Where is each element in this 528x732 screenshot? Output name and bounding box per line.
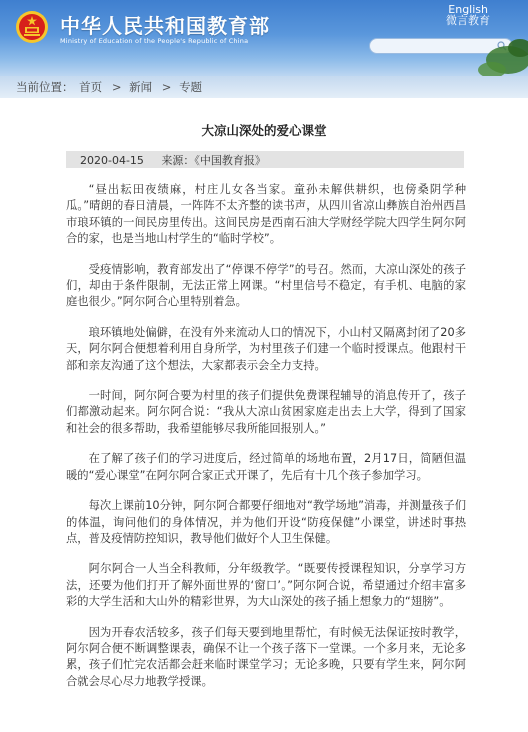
site-title[interactable]: 中华人民共和国教育部	[60, 14, 270, 38]
site-subtitle: Ministry of Education of the People's Republic of China	[60, 37, 249, 45]
english-link[interactable]: English	[448, 3, 488, 16]
breadcrumb-news[interactable]: 新闻	[129, 80, 153, 94]
national-emblem-icon[interactable]	[15, 10, 49, 44]
article-paragraph: 受疫情影响，教育部发出了“停课不停学”的号召。然而，大凉山深处的孩子们，却由于条件限制，无法正常上网课。“村里信号不稳定，有手机、电脑的家庭也很少。”阿尔阿合心里特别着急。	[66, 262, 466, 309]
article-paragraph: “昼出耘田夜绩麻，村庄儿女各当家。童孙未解供耕织，也傍桑阴学种瓜。”晴朗的春日清晨，一阵阵不太齐整的读书声，从四川省凉山彝族自治州西昌市琅环镇的一间民房里传出。这间民房是西南石油大学财经学院大四学生阿尔阿合的家，也是当地山村学生的“临时学校”。	[66, 183, 466, 246]
breadcrumb-topic[interactable]: 专题	[179, 80, 203, 94]
breadcrumb-home[interactable]: 首页	[79, 80, 103, 94]
breadcrumb-separator: >	[161, 80, 172, 94]
breadcrumb	[0, 76, 528, 98]
breadcrumb-label: 当前位置：	[16, 80, 74, 94]
site-header	[0, 0, 528, 76]
article-source: 来源：《中国教育报》	[161, 154, 266, 167]
article-title: 大凉山深处的爱心课堂	[201, 123, 327, 138]
weibo-link[interactable]: 微言教育	[446, 14, 490, 27]
article-paragraph: 因为开春农活较多，孩子们每天要到地里帮忙，有时候无法保证按时教学，阿尔阿合便不断调整课表，确保不让一个孩子落下一堂课。一个多月来，无论多累，孩子们忙完农活都会赶来临时课堂学习；无论多晚，只要有学生来，阿尔阿合就会尽心尽力地教学授课。	[66, 625, 466, 688]
article-paragraph: 每次上课前10分钟，阿尔阿合都要仔细地对“教学场地”消毒，并测量孩子们的体温，询问他们的身体情况，并为他们开设“防疫保健”小课堂，讲述时事热点，普及疫情防控知识，教导他们做好个人卫生保健。	[66, 499, 466, 545]
leaf-decoration-icon	[448, 30, 528, 76]
breadcrumb-separator: >	[111, 80, 122, 94]
article-meta	[66, 151, 464, 168]
article-body	[66, 182, 466, 704]
article-paragraph: 一时间，阿尔阿合要为村里的孩子们提供免费课程辅导的消息传开了，孩子们都激动起来。阿尔阿合说：“我从大凉山贫困家庭走出去上大学，得到了国家和社会的很多帮助，我希望能够尽我所能回报别人。”	[66, 389, 466, 435]
article-paragraph: 琅环镇地处偏僻，在没有外来流动人口的情况下，小山村又隔离封闭了20多天，阿尔阿合便想着利用自身所学，为村里孩子们建一个临时授课点。他跟村干部和亲友沟通了这个想法，大家都表示会全力支持。	[66, 325, 466, 372]
article-date: 2020-04-15	[80, 154, 144, 167]
article-paragraph: 阿尔阿合一人当全科教师，分年级教学。“既要传授课程知识，分享学习方法，还要为他们打开了解外面世界的‘窗口’。”阿尔阿合说，希望通过介绍丰富多彩的大学生活和大山外的精彩世界，为大山深处的孩子插上想象力的“翅膀”。	[66, 562, 466, 609]
article-paragraph: 在了解了孩子们的学习进度后，经过简单的场地布置，2月17日，简陋但温暖的“爱心课堂”在阿尔阿合家正式开课了，先后有十几个孩子参加学习。	[66, 452, 466, 482]
